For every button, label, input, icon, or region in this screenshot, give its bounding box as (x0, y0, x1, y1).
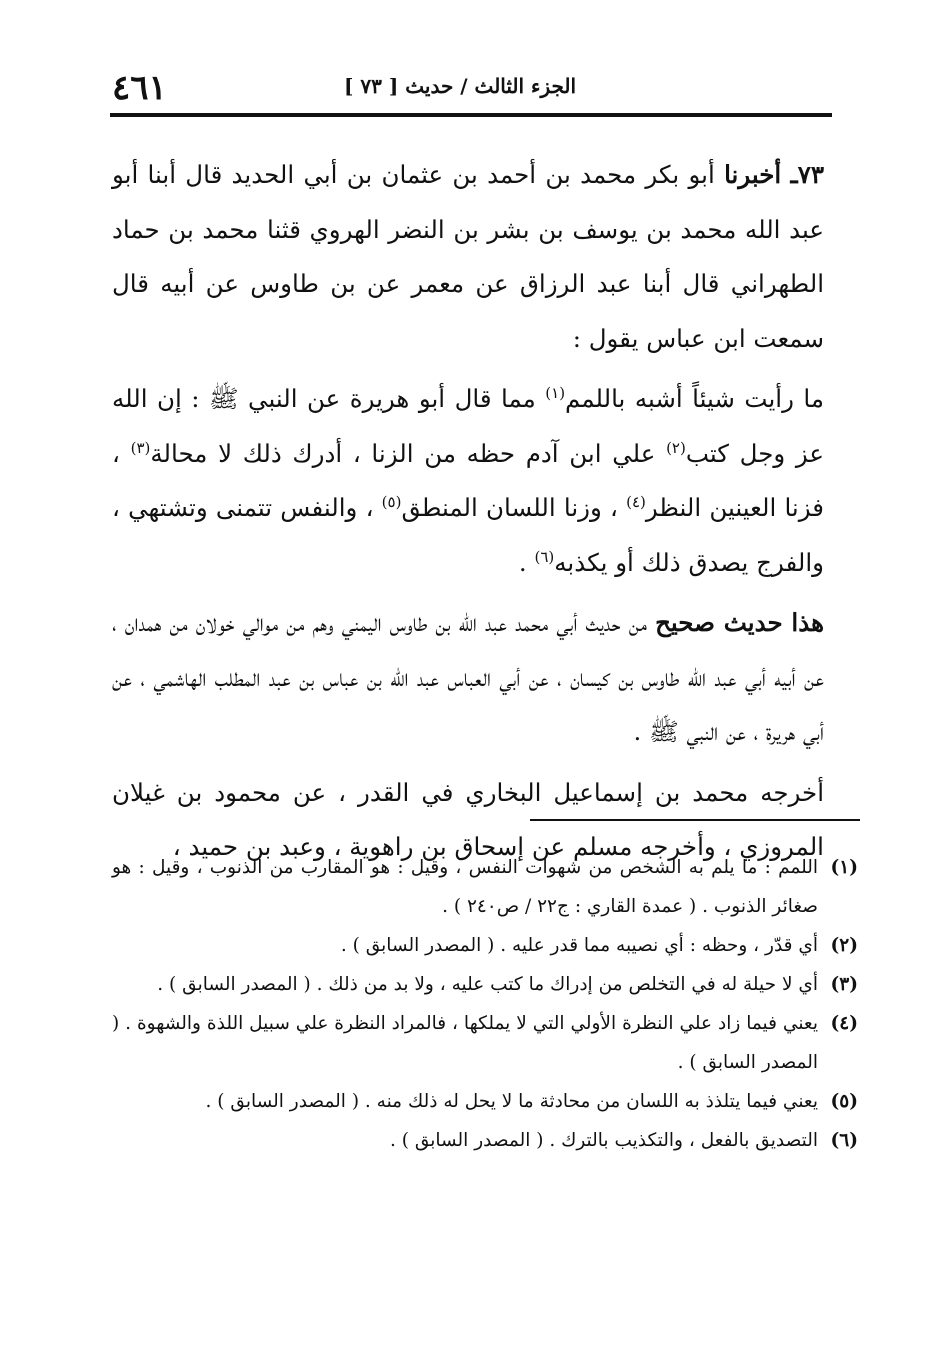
running-title: الجزء الثالث / حديث [ ٧٣ ] (343, 74, 577, 98)
hadith-number: ٧٣ـ (790, 160, 825, 189)
footnote (112, 1121, 858, 1160)
footnote-ref: (٢) (666, 438, 686, 457)
takhrij-text: أخرجه محمد بن إسماعيل البخاري في القدر ، عن محمود بن غيلان المروزي ، وأخرجه مسلم عن إسحاق بن راهوية ، وعبد بن حميد ، (112, 777, 824, 861)
main-text (112, 148, 824, 881)
matn-part: مما قال أبو هريرة عن النبي ﷺ : إن الله عز وجل كتب (112, 384, 824, 468)
matn-part: ، والنفس تتمنى وتشتهي ، والفرج يصدق ذلك أو يكذبه (112, 493, 824, 577)
matn-part: ما رأيت شيئاً أشبه باللمم (565, 384, 825, 413)
footnote-text: التصديق بالفعل ، والتكذيب بالترك . ( المصدر السابق ) . (389, 1130, 818, 1151)
isnad-text: أبو بكر محمد بن أحمد بن عثمان بن أبي الحديد قال أبنا أبو عبد الله محمد بن يوسف بن بشر بن النضر الهروي قثنا محمد بن حماد الطهراني قال أبنا عبد الرزاق عن معمر عن بن طاوس عن أبيه قال سمعت ابن عباس يقول : (112, 160, 824, 353)
header-rule (110, 113, 832, 117)
footnote-text: يعني فيما زاد علي النظرة الأولي التي لا يملكها ، فالمراد النظرة علي سبيل اللذة والشهوة . ( المصدر السابق ) . (112, 1013, 818, 1073)
grading-paragraph (112, 596, 824, 760)
footnote-rule (530, 819, 860, 821)
page-number: ٤٦١ (112, 68, 167, 108)
hadith-isnad-paragraph (112, 148, 824, 366)
matn-part: ، وزنا اللسان المنطق (401, 493, 618, 522)
footnote (112, 1082, 858, 1121)
grading-text: من حديث أبي محمد عبد الله بن طاوس اليمني وهم من موالي خولان من همدان ، عن أبيه أبي عبد الله طاوس بن كيسان ، عن أبي العباس عبد الله بن عباس بن عبد المطلب الهاشمي ، عن أبي هريرة ، عن النبي ﷺ . (112, 608, 824, 746)
footnote-ref: (٥) (381, 492, 402, 511)
matn-part: علي ابن آدم حظه من الزنا ، أدرك ذلك لا محالة (150, 438, 656, 468)
footnotes (112, 848, 858, 1160)
footnote-text: يعني فيما يتلذذ به اللسان من محادثة ما لا يحل له ذلك منه . ( المصدر السابق ) . (205, 1091, 818, 1112)
footnote-text: اللمم : ما يلم به الشخص من شهوات النفس ، وقيل : هو المقارب من الذنوب ، وقيل : هو صغائر الذنوب . ( عمدة القاري : ج٢٢ / ص٢٤٠ ) . (112, 857, 818, 917)
footnote-number: (٢) (830, 935, 858, 956)
footnote-ref: (١) (545, 383, 566, 402)
footnote-ref: (٣) (130, 438, 151, 457)
footnote-text: أي لا حيلة له في التخلص من إدراك ما كتب عليه ، ولا بد من ذلك . ( المصدر السابق ) . (157, 974, 818, 995)
matn-part: ، فزنا العينين النظر (112, 438, 824, 522)
matn-part: . (518, 547, 527, 577)
footnote-number: (١) (830, 857, 858, 878)
footnote-number: (٣) (830, 974, 858, 995)
footnote-number: (٥) (830, 1091, 858, 1112)
footnote-number: (٦) (830, 1130, 858, 1151)
footnote (112, 1004, 858, 1082)
hadith-lead-word: أخبرنا (724, 160, 782, 189)
footnote (112, 965, 858, 1004)
footnote-ref: (٦) (534, 547, 555, 566)
footnote-number: (٤) (830, 1013, 858, 1034)
footnote-text: أي قدّر ، وحظه : أي نصيبه مما قدر عليه . ( المصدر السابق ) . (340, 935, 818, 956)
grading-lead: هذا حديث صحيح (655, 608, 825, 637)
footnote (112, 926, 858, 965)
footnote (112, 848, 858, 926)
footnote-ref: (٤) (626, 492, 646, 511)
hadith-matn-paragraph (112, 372, 824, 590)
